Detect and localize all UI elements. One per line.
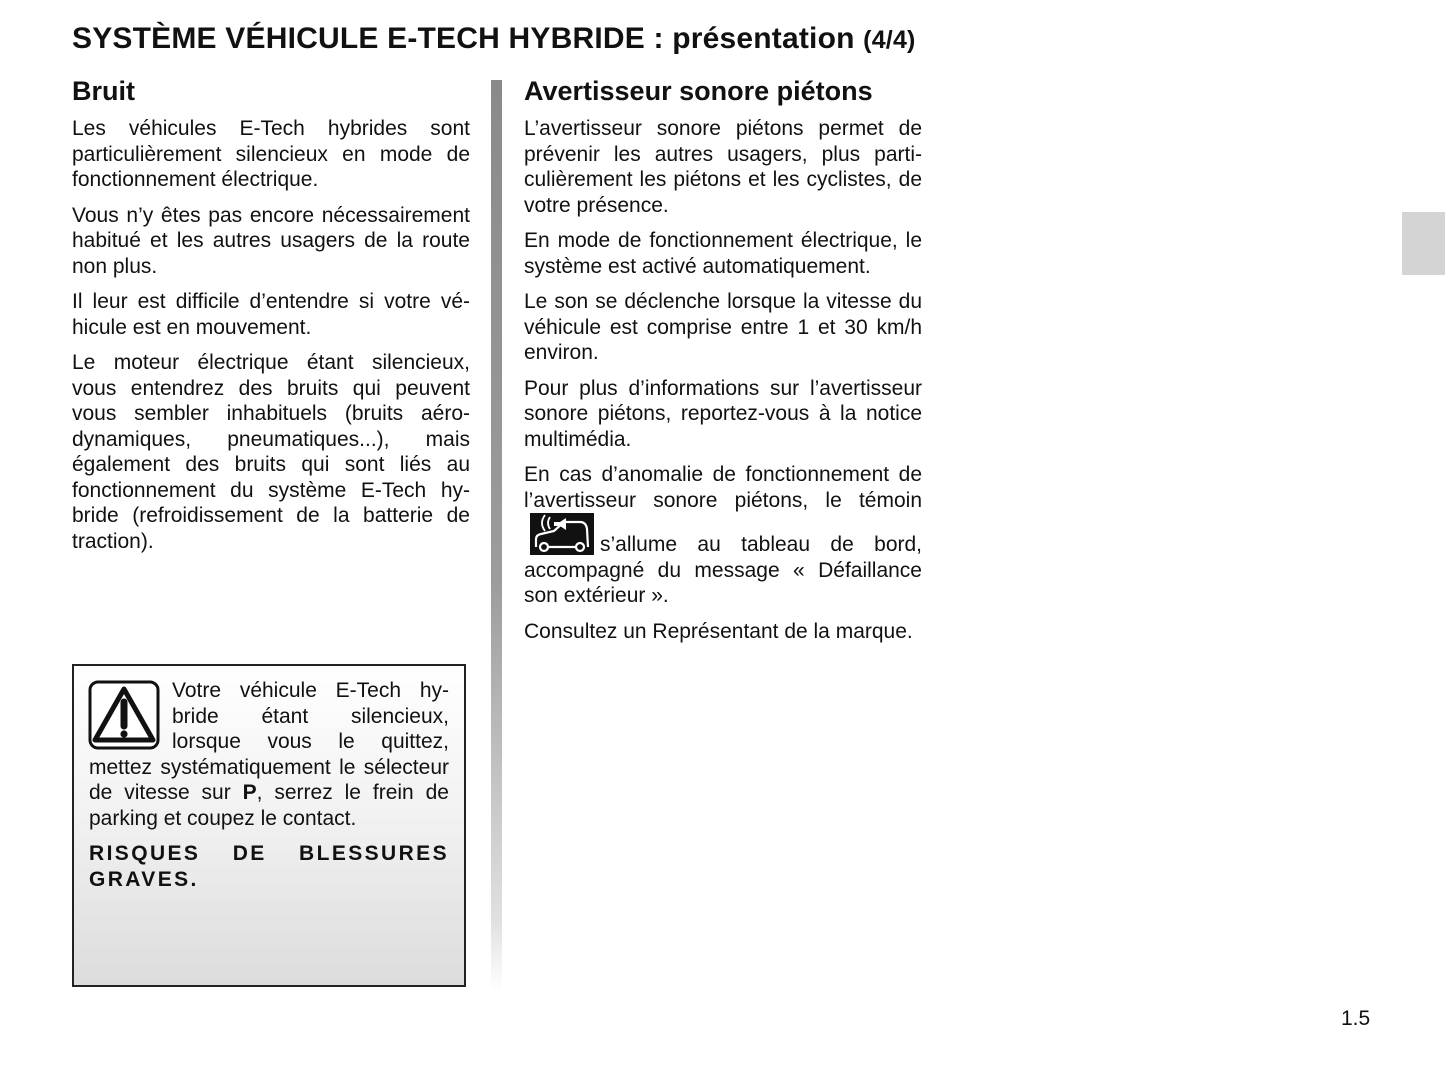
left-column xyxy=(72,74,470,564)
paragraph: Pour plus d’informations sur l’avertisseur sonore piétons, reportez-vous à la notice multimédia. xyxy=(524,376,922,451)
paragraph: En mode de fonctionnement électrique, le système est activé automatiquement. xyxy=(524,229,922,278)
paragraph: Il leur est difficile d’entendre si votre véhicule est en mouvement. xyxy=(72,290,470,339)
paragraph: Le son se déclenche lorsque la vitesse du véhicule est comprise entre 1 et 30 km/h environ. xyxy=(524,290,922,364)
page-title-main: SYSTÈME VÉHICULE E-TECH HYBRIDE : présentation xyxy=(72,22,855,55)
paragraph: Le moteur électrique étant silencieux, vous entendrez des bruits qui peuvent vous sembler inhabituels (bruits aérodynamiques, pneumatiques...), mais également des bruits qui sont liés au fonctionnement du système E-Tech hybride (refroidissement de la batterie de traction). xyxy=(72,351,470,553)
section-heading-avertisseur: Avertisseur sonore piétons xyxy=(524,76,873,106)
page-title xyxy=(72,22,916,56)
paragraph: L’avertisseur sonore piétons permet de prévenir les autres usagers, plus particulièrement les piétons et les cyclistes, de votre présence. xyxy=(524,117,922,217)
warning-box xyxy=(72,664,466,987)
pedestrian-warning-lamp-icon xyxy=(530,513,594,555)
right-column xyxy=(524,74,922,654)
warning-emphasis: RISQUES DE BLESSURES GRAVES. xyxy=(89,842,449,891)
paragraph: En cas d’anomalie de fonctionnement de l’avertisseur sonore piétons, le témoins’allume au tableau de bord, accompagné du message « Défaillance son extérieur ». xyxy=(524,463,922,607)
paragraph: Vous n’y êtes pas encore nécessairement habitué et les autres usagers de la route non plus. xyxy=(72,203,470,278)
page-title-suffix: (4/4) xyxy=(863,26,916,54)
page-number: 1.5 xyxy=(1341,1007,1371,1030)
column-divider xyxy=(491,80,502,992)
section-heading-bruit: Bruit xyxy=(72,76,135,106)
warning-triangle-icon xyxy=(88,680,160,750)
chapter-tab xyxy=(1402,212,1445,275)
warning-text: Votre véhicule E-Tech hybride étant silencieux, lorsque vous le quittez, mettez systématiquement le sélecteur de vitesse sur P, serrez le frein de parking et coupez le contact. xyxy=(89,679,449,830)
paragraph: Les véhicules E-Tech hybrides sont particulièrement silencieux en mode de fonctionnement électrique. xyxy=(72,117,470,191)
paragraph: Consultez un Représentant de la marque. xyxy=(524,619,913,643)
